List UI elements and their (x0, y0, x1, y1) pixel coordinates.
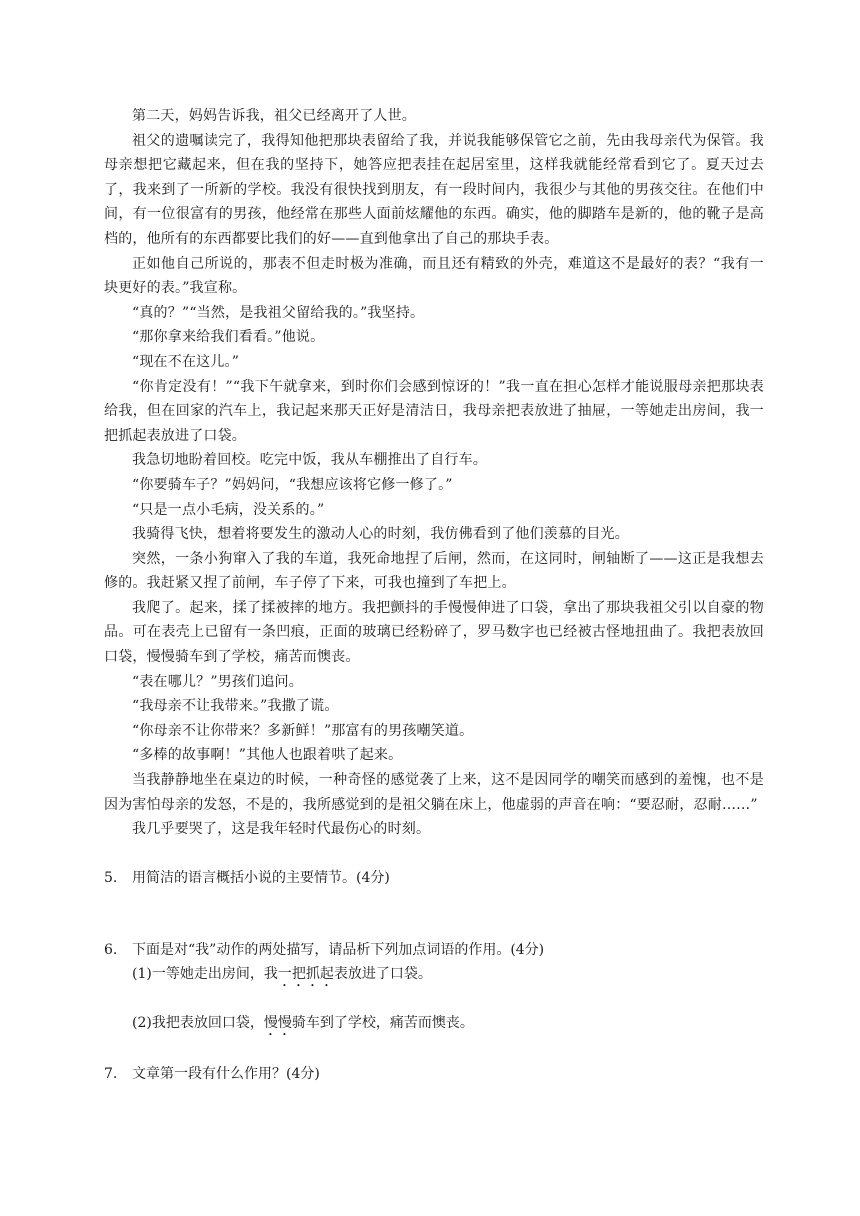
passage (104, 104, 764, 842)
paragraph: “你母亲不让你带来？多新鲜！”那富有的男孩嘲笑道。 (132, 722, 474, 739)
paragraph: “表在哪儿？”男孩们追问。 (132, 673, 303, 690)
paragraph: “现在不在这儿。” (132, 353, 240, 370)
paragraph: 祖父的遗嘱读完了，我得知他把那块表留给了我，并说我能够保管它之前，先由我母亲代为保管。我母亲想把它藏起来，但在我的坚持下，她答应把表挂在起居室里，这样我就能经常看到它了。夏天过去了，我来到了一所新的学校。我没有很快找到朋友，有一段时间内，我很少与其他的男孩交往。在他们中间，有一位很富有的男孩，他经常在那些人面前炫耀他的东西。确实，他的脚踏车是新的，他的靴子是高档的，他所有的东西都要比我们的好——直到他拿出了自己的那块手表。 (104, 132, 764, 247)
paragraph: “真的？”“当然，是我祖父留给我的。”我坚持。 (132, 304, 425, 321)
paragraph: 我急切地盼着回校。吃完中饭，我从车棚推出了自行车。 (132, 452, 487, 469)
question-text: 用简洁的语言概括小说的主要情节。(4分) (132, 870, 390, 886)
paragraph: “你要骑车子？”妈妈问，“我想应该将它修一修了。” (132, 476, 453, 493)
paragraph: 我爬了。起来，揉了揉被摔的地方。我把颤抖的手慢慢伸进了口袋，拿出了那块我祖父引以自豪的物品。可在表壳上已留有一条凹痕，正面的玻璃已经粉碎了，罗马数字也已经被古怪地扭曲了。我把表放回口袋，慢慢骑车到了学校，痛苦而懊丧。 (104, 599, 764, 666)
question-text: 文章第一段有什么作用？(4分) (132, 1066, 320, 1082)
paragraph: “只是一点小毛病，没关系的。” (132, 501, 325, 518)
question-5 (104, 866, 764, 890)
paragraph: 我几乎要哭了，这是我年轻时代最伤心的时刻。 (132, 821, 431, 838)
dotted-words: 慢慢 (263, 1015, 292, 1031)
question-6-item-1: (1)一等她走出房间，我一把抓起表放进了口袋。 (132, 966, 432, 982)
question-6 (104, 938, 764, 962)
paragraph: 第二天，妈妈告诉我，祖父已经离开了人世。 (132, 108, 416, 124)
paragraph: 我骑得飞快，想着将要发生的激动人心的时刻，我仿佛看到了他们羡慕的目光。 (132, 526, 629, 543)
paragraph: 突然，一条小狗窜入了我的车道，我死命地捏了后闸，然而，在这同时，闸轴断了——这正是我想去修的。我赶紧又捏了前闸，车子停了下来，可我也撞到了车把上。 (104, 550, 764, 592)
question-number: 7. (104, 1066, 118, 1082)
paragraph: “你肯定没有！”“我下午就拿来，到时你们会感到惊讶的！”我一直在担心怎样才能说服母亲把那块表给我，但在回家的汽车上，我记起来那天正好是清洁日，我母亲把表放进了抽屉，一等她走出房间，我一把抓起表放进了口袋。 (104, 378, 764, 444)
paragraph: 正如他自己所说的，那表不但走时极为准确，而且还有精致的外壳，难道这不是最好的表？“我有一块更好的表。”我宣称。 (104, 255, 764, 297)
question-6-item-2: (2)我把表放回口袋，慢慢骑车到了学校，痛苦而懊丧。 (132, 1015, 474, 1031)
paragraph: 当我静静地坐在桌边的时候，一种奇怪的感觉袭了上来，这不是因同学的嘲笑而感到的羞愧，也不是因为害怕母亲的发怒，不是的，我所感觉到的是祖父躺在床上，他虚弱的声音在响：“要忍耐，忍耐……” (104, 772, 764, 813)
question-7 (104, 1062, 764, 1086)
paragraph: “多棒的故事啊！”其他人也跟着哄了起来。 (132, 747, 403, 764)
dotted-words: 一把抓起 (277, 966, 334, 982)
paragraph: “我母亲不让我带来。”我撒了谎。 (132, 698, 339, 715)
question-text: 下面是对“我”动作的两处描写，请品析下列加点词语的作用。(4分) (132, 942, 545, 958)
question-number: 6. (104, 942, 118, 958)
paragraph: “那你拿来给我们看看。”他说。 (132, 329, 325, 346)
question-number: 5. (104, 870, 118, 886)
